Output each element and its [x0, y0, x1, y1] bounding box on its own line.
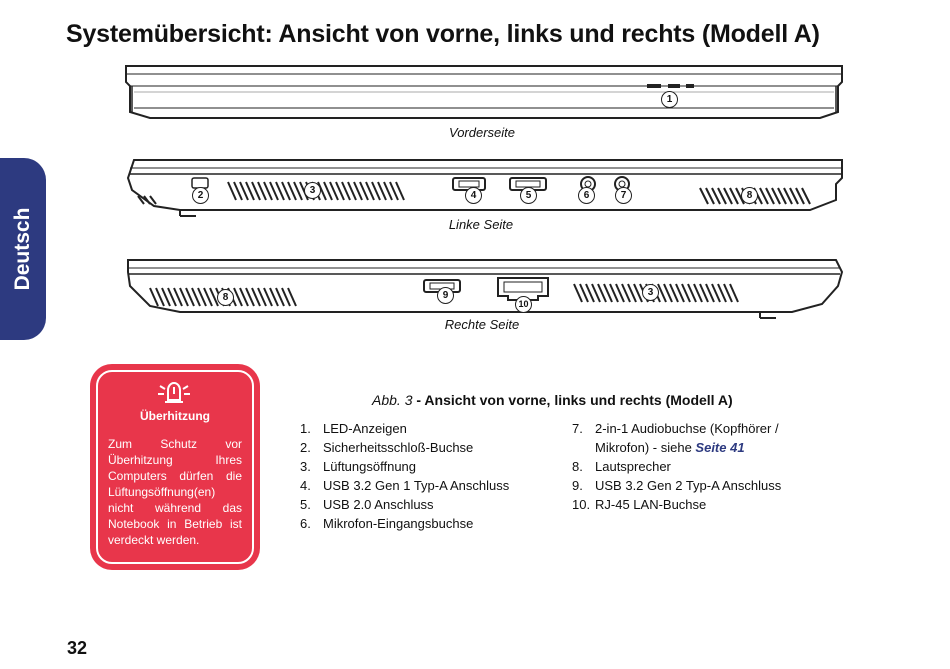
legend-number: 1.: [300, 421, 311, 436]
callout-5: 5: [520, 187, 537, 204]
legend-text: USB 2.0 Anschluss: [323, 497, 434, 512]
legend-text: Sicherheitsschloß-Buchse: [323, 440, 474, 455]
legend-item: [300, 457, 545, 476]
legend-number: 2.: [300, 440, 311, 455]
legend-number: 8.: [572, 459, 583, 474]
legend-number: 7.: [572, 421, 583, 436]
legend-item: [300, 476, 545, 495]
legend-number: 10.: [572, 497, 591, 512]
callout-4: 4: [465, 187, 482, 204]
figure-caption-text: - Ansicht von vorne, links und rechts (Modell A): [412, 392, 733, 408]
right-view-caption: Rechte Seite: [444, 317, 520, 332]
language-tab-label: Deutsch: [11, 207, 34, 291]
overheating-warning-box: [92, 366, 258, 568]
language-tab: [0, 158, 46, 340]
page-number: 32: [67, 638, 88, 658]
legend-item: [572, 457, 812, 476]
legend-number: 6.: [300, 516, 311, 531]
front-view-caption: Vorderseite: [449, 125, 515, 140]
page-title: Systemübersicht: Ansicht von vorne, links und rechts (Modell A): [66, 20, 820, 48]
legend-text: USB 3.2 Gen 2 Typ-A Anschluss: [595, 478, 782, 493]
left-view-illustration: [120, 154, 850, 220]
legend-item: [300, 495, 545, 514]
led-indicator-icons: [647, 84, 694, 88]
warning-text: Zum Schutz vor Überhitzung Ihres Computers dürfen die Lüftungsöffnung(en) nicht während das Notebook in Betrieb ist verdeckt werden.: [108, 437, 242, 547]
legend-number: 4.: [300, 478, 311, 493]
legend-text: RJ-45 LAN-Buchse: [595, 497, 707, 512]
callout-3: 3: [304, 182, 321, 199]
legend-item: [300, 419, 545, 438]
callout-1: 1: [661, 91, 678, 108]
legend-text: LED-Anzeigen: [323, 421, 407, 436]
figure-caption: [372, 392, 733, 408]
overheat-warning-icon: [156, 380, 192, 406]
callout-10: 10: [515, 296, 532, 313]
left-view-caption: Linke Seite: [448, 217, 514, 232]
callout-8: 8: [741, 187, 758, 204]
callout-6: 6: [578, 187, 595, 204]
callout-9: 9: [437, 287, 454, 304]
legend-item: [572, 419, 812, 457]
legend-list-right: [572, 419, 812, 514]
legend-item: [300, 438, 545, 457]
figure-caption-prefix: Abb. 3: [372, 392, 413, 408]
legend-item: [572, 476, 812, 495]
legend-number: 9.: [572, 478, 583, 493]
callout-2: 2: [192, 187, 209, 204]
callout-8-right: 8: [217, 289, 234, 306]
legend-item: [572, 495, 812, 514]
legend-number: 3.: [300, 459, 311, 474]
callout-3-right: 3: [642, 284, 659, 301]
legend-list-left: [300, 419, 545, 533]
legend-text: Lautsprecher: [595, 459, 671, 474]
legend-text: Lüftungsöffnung: [323, 459, 417, 474]
legend-text: 2-in-1 Audiobuchse (Kopfhörer / Mikrofon) - siehe: [595, 421, 779, 455]
callout-7: 7: [615, 187, 632, 204]
right-view-illustration: [120, 256, 850, 320]
front-view-illustration: [120, 62, 850, 122]
legend-text: USB 3.2 Gen 1 Typ-A Anschluss: [323, 478, 510, 493]
legend-text: Mikrofon-Eingangsbuchse: [323, 516, 474, 531]
warning-title: Überhitzung: [140, 409, 210, 423]
legend-item: [300, 514, 545, 533]
legend-number: 5.: [300, 497, 311, 512]
page-link-seite-41[interactable]: Seite 41: [695, 440, 745, 455]
